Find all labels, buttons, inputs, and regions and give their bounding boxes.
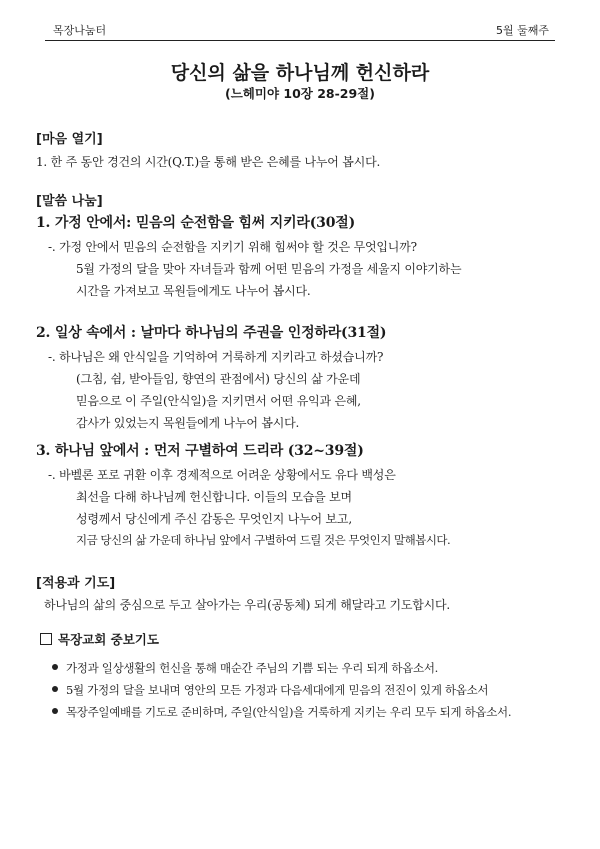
sharing-label: [말씀 나눔] [36, 194, 103, 209]
point-1-line-3: 시간을 가져보고 목원들에게도 나누어 봅시다. [76, 284, 311, 298]
header-right: 5월 둘째주 [496, 24, 549, 37]
point-3-line-3: 성령께서 당신에게 주신 감동은 무엇인지 나누어 보고, [76, 512, 352, 526]
point-2-line-2: (그침, 쉼, 받아들임, 향연의 관점에서) 당신의 삶 가운데 [76, 372, 361, 386]
point-2-heading: 2. 일상 속에서 : 날마다 하나님의 주권을 인정하라(31절) [36, 325, 387, 341]
point-2-line-1: -. 하나님은 왜 안식일을 기억하여 거룩하게 지키라고 하셨습니까? [48, 350, 384, 364]
prayer-item [52, 682, 488, 698]
bullet-icon [52, 708, 58, 714]
point-3-line-2: 최선을 다해 하나님께 헌신합니다. 이들의 모습을 보며 [76, 490, 352, 504]
point-1-line-2: 5월 가정의 달을 맞아 자녀들과 함께 어떤 믿음의 가정을 세울지 이야기하는 [76, 262, 462, 276]
header-left: 목장나눔터 [53, 24, 107, 37]
opening-label: [마음 열기] [36, 132, 103, 147]
point-2-line-4: 감사가 있었는지 목원들에게 나누어 봅시다. [76, 416, 300, 430]
point-1-heading: 1. 가정 안에서: 믿음의 순전함을 힘써 지키라(30절) [36, 215, 355, 231]
intercession-title-text: 목장교회 중보기도 [58, 632, 159, 647]
application-line: 하나님의 삶의 중심으로 두고 살아가는 우리(공동체) 되게 해달라고 기도합시다. [44, 598, 451, 612]
prayer-item-text: 5월 가정의 달을 보내며 영안의 모든 가정과 다음세대에게 믿음의 전진이 있게 하옵소서 [66, 683, 489, 697]
prayer-item [52, 660, 438, 676]
point-1-line-1: -. 가정 안에서 믿음의 순전함을 지키기 위해 힘써야 할 것은 무엇입니까? [48, 240, 417, 254]
point-3-line-1: -. 바벨론 포로 귀환 이후 경제적으로 어려운 상황에서도 유다 백성은 [48, 468, 396, 482]
point-3-line-4: 지금 당신의 삶 가운데 하나님 앞에서 구별하여 드릴 것은 무엇인지 말해봅시다. [76, 533, 451, 547]
intercession-title [40, 630, 159, 648]
prayer-item-text: 목장주일예배를 기도로 준비하며, 주일(안식일)을 거룩하게 지키는 우리 모두 되게 하옵소서. [66, 705, 512, 719]
point-3-heading: 3. 하나님 앞에서 : 먼저 구별하여 드리라 (32~39절) [36, 443, 364, 459]
page-header [45, 20, 555, 41]
bullet-icon [52, 664, 58, 670]
checkbox-square-icon [40, 633, 52, 645]
prayer-item-text: 가정과 일상생활의 헌신을 통해 매순간 주님의 기쁨 되는 우리 되게 하옵소서. [66, 661, 438, 675]
scripture-reference: (느헤미야 10장 28-29절) [225, 86, 375, 101]
page-title: 당신의 삶을 하나님께 헌신하라 [170, 62, 430, 84]
application-label: [적용과 기도] [36, 576, 116, 591]
prayer-item [52, 704, 511, 720]
bullet-icon [52, 686, 58, 692]
point-2-line-3: 믿음으로 이 주일(안식일)을 지키면서 어떤 유익과 은혜, [76, 394, 361, 408]
opening-line: 1. 한 주 동안 경건의 시간(Q.T.)을 통해 받은 은혜를 나누어 봅시다. [36, 155, 381, 169]
